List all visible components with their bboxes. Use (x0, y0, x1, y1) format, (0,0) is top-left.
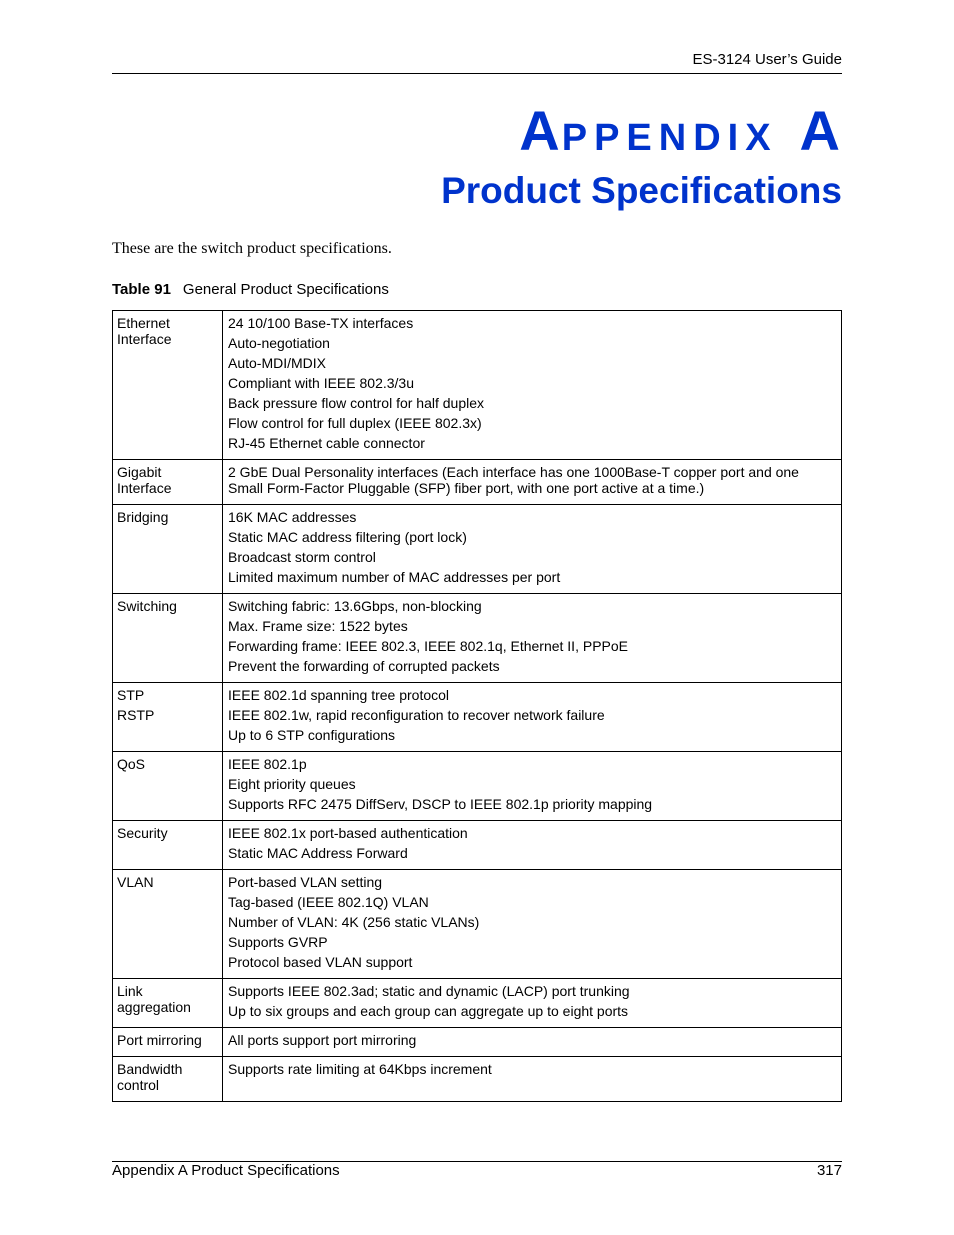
spec-value: Forwarding frame: IEEE 802.3, IEEE 802.1q, Ethernet II, PPPoE (228, 638, 628, 654)
table-row (113, 311, 842, 460)
spec-value: All ports support port mirroring (228, 1032, 417, 1048)
spec-values (223, 979, 842, 1028)
spec-values (223, 460, 842, 505)
spec-value: Flow control for full duplex (IEEE 802.3x) (228, 415, 482, 431)
spec-values (223, 1028, 842, 1057)
spec-category (113, 1057, 223, 1102)
spec-value: Supports RFC 2475 DiffServ, DSCP to IEEE 802.1p priority mapping (228, 796, 653, 812)
spec-category (113, 1028, 223, 1057)
spec-value: Number of VLAN: 4K (256 static VLANs) (228, 914, 480, 930)
appendix-letter: A (799, 99, 842, 162)
spec-value: Port-based VLAN setting (228, 874, 383, 890)
spec-value: 24 10/100 Base-TX interfaces (228, 315, 414, 331)
spec-category (113, 311, 223, 460)
header-rule (112, 73, 842, 74)
table-row (113, 1028, 842, 1057)
spec-value: Eight priority queues (228, 776, 356, 792)
spec-category (113, 870, 223, 979)
spec-value: Up to 6 STP configurations (228, 727, 396, 743)
spec-values (223, 821, 842, 870)
spec-value: IEEE 802.1w, rapid reconfiguration to recover network failure (228, 707, 605, 723)
spec-value: Supports rate limiting at 64Kbps increment (228, 1061, 492, 1077)
spec-value: RJ-45 Ethernet cable connector (228, 435, 425, 451)
spec-values (223, 870, 842, 979)
spec-value: Static MAC address filtering (port lock) (228, 529, 467, 545)
spec-value: Static MAC Address Forward (228, 845, 408, 861)
spec-category-label: Bridging (117, 509, 169, 525)
spec-category (113, 683, 223, 752)
table-row (113, 594, 842, 683)
spec-value: IEEE 802.1p (228, 756, 307, 772)
spec-category-label: Switching (117, 598, 177, 614)
spec-category-label: STP (117, 687, 145, 703)
chapter-title: Product Specifications (441, 170, 842, 211)
guide-title: ES-3124 User’s Guide (692, 51, 842, 68)
spec-values (223, 1057, 842, 1102)
spec-values (223, 752, 842, 821)
table-caption (112, 281, 389, 298)
spec-value: 2 GbE Dual Personality interfaces (Each interface has one 1000Base-T copper port and one Small Form-Factor Pluggable (SFP) fiber port, with one port active at a time.) (228, 464, 799, 496)
spec-value: 16K MAC addresses (228, 509, 357, 525)
table-row (113, 1057, 842, 1102)
table-row (113, 821, 842, 870)
spec-value: IEEE 802.1x port-based authentication (228, 825, 468, 841)
appendix-letter-a: A (519, 99, 562, 162)
spec-value: Limited maximum number of MAC addresses per port (228, 569, 561, 585)
table-row (113, 752, 842, 821)
spec-value: Auto-negotiation (228, 335, 330, 351)
spec-category (113, 460, 223, 505)
spec-value: Max. Frame size: 1522 bytes (228, 618, 408, 634)
spec-category-label: Ethernet Interface (117, 315, 172, 347)
spec-value: Up to six groups and each group can aggregate up to eight ports (228, 1003, 629, 1019)
spec-value: Tag-based (IEEE 802.1Q) VLAN (228, 894, 429, 910)
table-row (113, 979, 842, 1028)
spec-value: Broadcast storm control (228, 549, 376, 565)
spec-value: Supports IEEE 802.3ad; static and dynamic (LACP) port trunking (228, 983, 630, 999)
table-row (113, 505, 842, 594)
table-row (113, 870, 842, 979)
appendix-heading (519, 98, 842, 171)
spec-value: Protocol based VLAN support (228, 954, 413, 970)
spec-value: Auto-MDI/MDIX (228, 355, 327, 371)
spec-value: Prevent the forwarding of corrupted packets (228, 658, 500, 674)
table-row (113, 460, 842, 505)
spec-value: IEEE 802.1d spanning tree protocol (228, 687, 450, 703)
spec-category-label: Bandwidth control (117, 1061, 183, 1093)
appendix-word: PPENDIX (561, 117, 778, 159)
spec-category (113, 821, 223, 870)
spec-table-body (113, 311, 842, 1102)
spec-category-label: RSTP (117, 707, 155, 723)
spec-value: Supports GVRP (228, 934, 328, 950)
table-caption-title: General Product Specifications (182, 281, 389, 298)
page-number: 317 (816, 1162, 842, 1179)
spec-category (113, 979, 223, 1028)
spec-category-label: Security (117, 825, 168, 841)
spec-category (113, 752, 223, 821)
spec-values (223, 594, 842, 683)
spec-category (113, 505, 223, 594)
footer-chapter: Appendix A Product Specifications (112, 1162, 340, 1179)
intro-paragraph: These are the switch product specifications. (112, 240, 392, 257)
spec-value: Back pressure flow control for half duplex (228, 395, 485, 411)
spec-category-label: VLAN (117, 874, 154, 890)
spec-category (113, 594, 223, 683)
spec-category-label: QoS (117, 756, 146, 772)
spec-table (112, 310, 842, 1102)
table-row (113, 683, 842, 752)
spec-values (223, 683, 842, 752)
table-caption-label: Table 91 (112, 281, 171, 298)
spec-value: Switching fabric: 13.6Gbps, non-blocking (228, 598, 482, 614)
spec-values (223, 505, 842, 594)
spec-value: Compliant with IEEE 802.3/3u (228, 375, 414, 391)
spec-values (223, 311, 842, 460)
spec-category-label: Link aggregation (117, 983, 191, 1015)
spec-category-label: Port mirroring (117, 1032, 202, 1048)
spec-category-label: Gigabit Interface (117, 464, 172, 496)
